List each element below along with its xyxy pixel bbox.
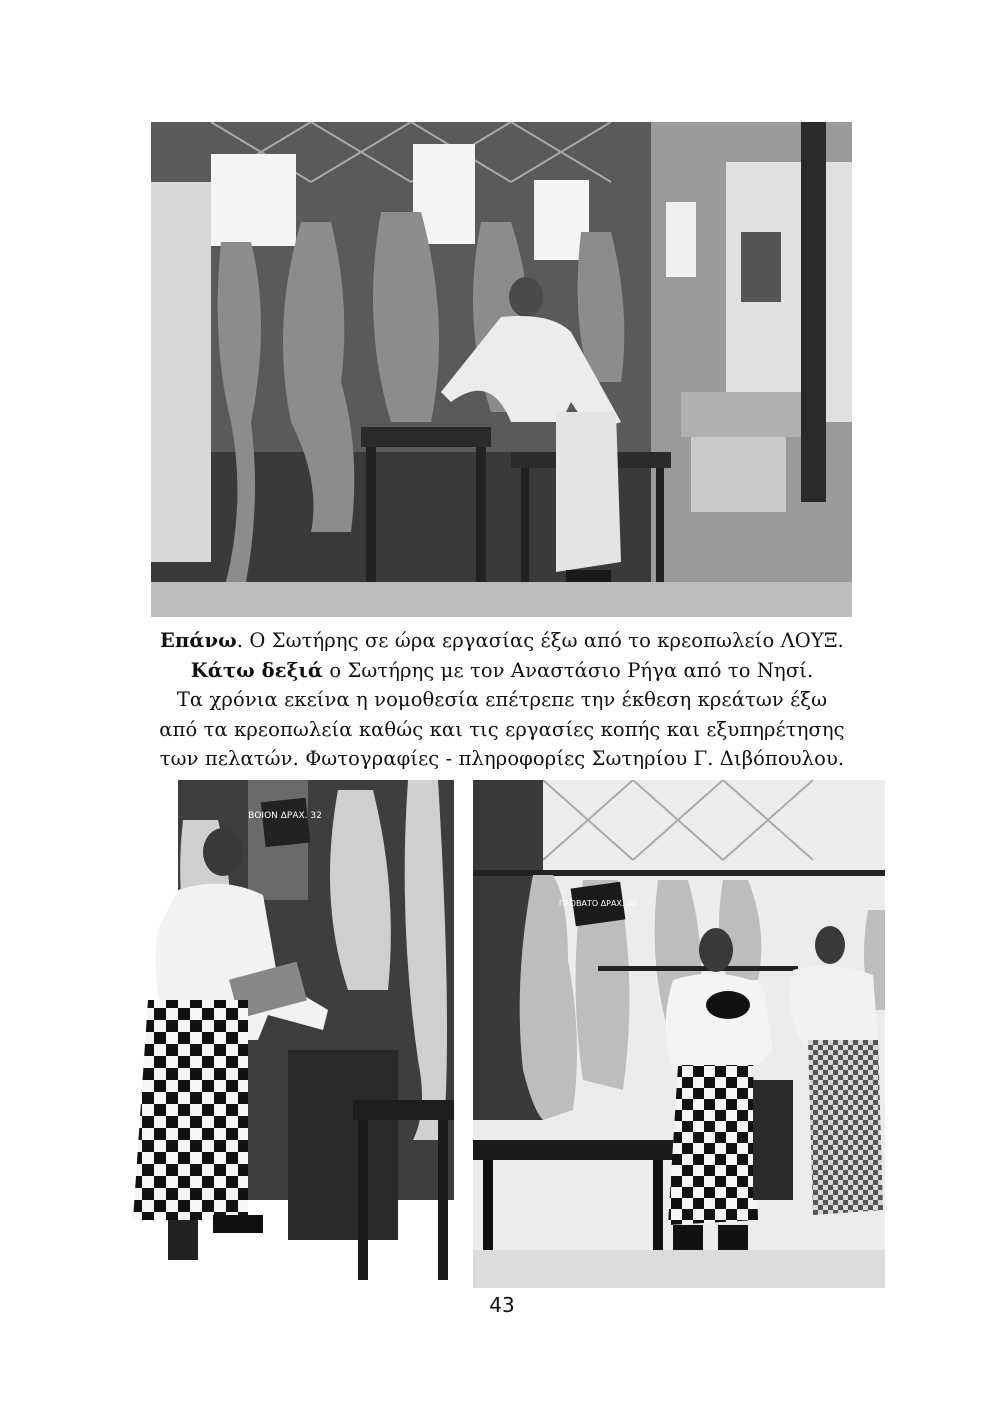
photo-bottom-left-illustration [118,780,454,1286]
caption-line-2 [100,656,904,686]
page-number: 43 [489,1293,515,1317]
photo-bottom-right-two-butchers [473,780,885,1288]
photo-caption [100,626,904,774]
photo-top-butcher-at-work [151,122,852,617]
photo-top-illustration [151,122,852,617]
caption-line-1-text: . Ο Σωτήρης σε ώρα εργασίας έξω από το κρεοπωλείο ΛΟΥΞ. [236,629,844,652]
caption-label-top: Επάνω [160,629,237,652]
caption-label-bottom-right: Κάτω δεξιά [190,658,324,682]
caption-line-5: των πελατών. Φωτογραφίες - πληροφορίες Σωτηρίου Γ. Διβόπουλου. [159,747,845,770]
caption-line-2-text: ο Σωτήρης με τον Αναστάσιο Ρήγα από το Νησί. [323,658,814,682]
caption-line-3: Τα χρόνια εκείνα η νομοθεσία επέτρεπε την έκθεση κρεάτων έξω [176,688,828,711]
sign-bottom-left: ΒΟΙΟΝ ΔΡΑΧ. 32 [248,811,322,821]
photo-bottom-left-butcher-with-cleaver [118,780,454,1286]
photo-bottom-right-illustration [473,780,885,1288]
caption-line-4: από τα κρεοπωλεία καθώς και τις εργασίες κοπής και εξυπηρέτησης [159,717,845,741]
sign-bottom-right: ΠΡΟΒΑΤΟ ΔΡΑΧ. 30 [558,899,638,908]
caption-line-1 [100,626,904,656]
